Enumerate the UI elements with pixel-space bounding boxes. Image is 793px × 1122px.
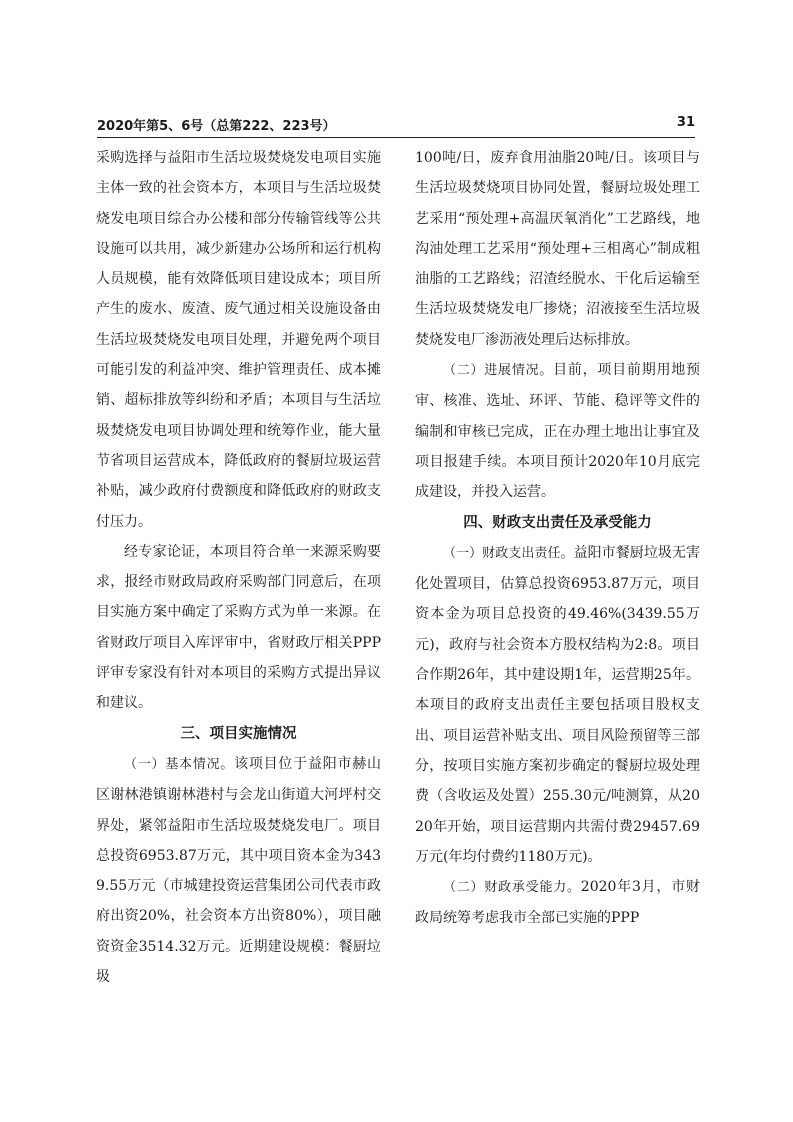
section-heading-fiscal: 四、财政支出责任及承受能力 [463,514,652,531]
subheading-progress: （二）进展情况。 [443,363,554,379]
header-rule [97,137,695,138]
subheading-basic-info: （一）基本情况。 [124,756,235,772]
page-header [97,115,695,135]
paragraph-fiscal-capacity-body: 2020年3月，市财政局统筹考虑我市全部已实施的PPP [415,879,700,927]
paragraph-fiscal-responsibility [415,538,700,872]
paragraph-procurement-rationale: 采购选择与益阳市生活垃圾焚烧发电项目实施主体一致的社会资本方，本项目与生活垃圾焚烧发电项目综合办公楼和部分传输管线等公共设施可以共用，减少新建办公场所和运行机构人员规模，能有效降低项目建设成本；项目所产生的废水、废渣、废气通过相关设施设备由生活垃圾焚烧发电项目处理，并避免两个项目可能引发的利益冲突、维护管理责任、成本摊销、超标排放等纠纷和矛盾；本项目与生活垃圾焚烧发电项目协调处理和统筹作业，能大量节省项目运营成本，降低政府的餐厨垃圾运营补贴，减少政府付费额度和降低政府的财政支付压力。 [96,150,381,530]
paragraph-expert-review: 经专家论证，本项目符合单一来源采购要求，报经市财政局政府采购部门同意后，在项目实施方案中确定了采购方式为单一来源。在省财政厅项目入库评审中，省财政厅相关PPP评审专家没有针对本项目的采购方式提出异议和建议。 [96,543,381,712]
page-number: 31 [676,115,695,130]
paragraph-fiscal-capacity [415,872,700,934]
paragraph-basic-info [96,749,381,992]
paragraph-progress [415,355,700,507]
paragraph-basic-info-body: 该项目位于益阳市赫山区谢林港镇谢林港村与会龙山街道大河坪村交界处，紧邻益阳市生活垃圾焚烧发电厂。项目总投资6953.87万元，其中项目资本金为3439.55万元（市城建投资运营集团公司代表市政府出资20%，社会资本方出资80%），项目融资资金3514.32万元。近期建设规模：餐厨垃圾 [96,755,381,986]
subheading-fiscal-responsibility: （一）财政支出责任。 [443,545,574,561]
paragraph-progress-body: 目前，项目前期用地预审、核准、选址、环评、节能、稳评等文件的编制和审核已完成，正在办理土地出让事宜及项目报建手续。本项目预计2020年10月底完成建设，并投入运营。 [415,362,700,501]
paragraph-capacity-process: 100吨/日，废弃食用油脂20吨/日。该项目与生活垃圾焚烧项目协同处置，餐厨垃圾处理工艺采用“预处理+高温厌氧消化”工艺路线，地沟油处理工艺采用“预处理+三相离心”制成粗油脂的工艺路线；沼渣经脱水、干化后运输至生活垃圾焚烧发电厂掺烧；沼液接至生活垃圾焚烧发电厂渗沥液处理后达标排放。 [415,150,700,348]
section-heading-implementation: 三、项目实施情况 [180,725,297,742]
left-column [96,143,381,992]
right-column [415,143,700,934]
paragraph-fiscal-responsibility-body: 益阳市餐厨垃圾无害化处置项目，估算总投资6953.87万元，项目资本金为项目总投资的49.46%(3439.55万元)，政府与社会资本方股权结构为2:8。项目合作期26年，其中建设期1年，运营期25年。本项目的政府支出责任主要包括项目股权支出、项目运营补贴支出、项目风险预留等三部分，按项目实施方案初步确定的餐厨垃圾处理费（含收运及处置）255.30元/吨测算，从2020年开始，项目运营期内共需付费29457.69万元(年均付费约1180万元)。 [415,544,700,865]
journal-issue-title: 2020年第5、6号（总第222、223号） [97,119,336,134]
subheading-fiscal-capacity: （二）财政承受能力。 [443,880,581,896]
